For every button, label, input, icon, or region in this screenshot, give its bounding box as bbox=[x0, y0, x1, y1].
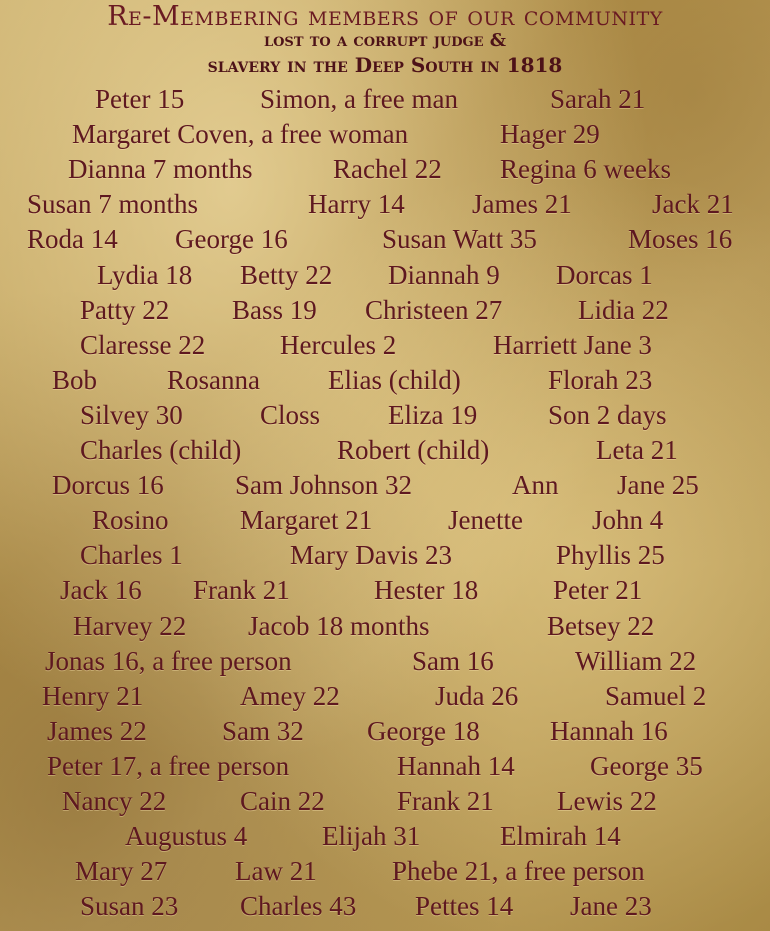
memorial-name: Jane 25 bbox=[617, 470, 699, 500]
memorial-name: George 16 bbox=[175, 224, 288, 254]
memorial-name: Jane 23 bbox=[570, 891, 652, 921]
memorial-name: Peter 17, a free person bbox=[47, 751, 290, 781]
memorial-name: Closs bbox=[260, 400, 321, 430]
memorial-name: Harry 14 bbox=[308, 189, 405, 219]
memorial-name: Margaret 21 bbox=[240, 505, 373, 535]
memorial-name: Law 21 bbox=[235, 856, 317, 886]
memorial-name: Christeen 27 bbox=[365, 295, 503, 325]
memorial-name: Hercules 2 bbox=[280, 330, 397, 360]
memorial-name: Peter 21 bbox=[553, 575, 643, 605]
memorial-name: Jack 16 bbox=[60, 575, 142, 605]
memorial-name: Augustus 4 bbox=[125, 821, 248, 851]
memorial-name: Mary Davis 23 bbox=[290, 540, 452, 570]
memorial-name: Rosino bbox=[92, 505, 169, 535]
memorial-name: Dorcas 1 bbox=[556, 260, 653, 290]
memorial-name: Nancy 22 bbox=[62, 786, 167, 816]
memorial-name: Charles 1 bbox=[80, 540, 183, 570]
memorial-name: Diannah 9 bbox=[388, 260, 500, 290]
memorial-name: Jonas 16, a free person bbox=[45, 646, 292, 676]
memorial-name: Dorcus 16 bbox=[52, 470, 164, 500]
memorial-name: Hester 18 bbox=[374, 575, 479, 605]
memorial-name: Betty 22 bbox=[240, 260, 333, 290]
memorial-name: Moses 16 bbox=[628, 224, 733, 254]
memorial-name: Henry 21 bbox=[42, 681, 144, 711]
memorial-name: Mary 27 bbox=[75, 856, 168, 886]
memorial-name: Charles (child) bbox=[80, 435, 242, 465]
memorial-name: Susan 7 months bbox=[27, 189, 199, 219]
memorial-name: George 35 bbox=[590, 751, 703, 781]
memorial-name: Roda 14 bbox=[27, 224, 118, 254]
memorial-name: Elmirah 14 bbox=[500, 821, 621, 851]
memorial-name: George 18 bbox=[367, 716, 480, 746]
memorial-name: Juda 26 bbox=[435, 681, 519, 711]
memorial-name: James 21 bbox=[472, 189, 572, 219]
memorial-name: Sarah 21 bbox=[550, 84, 646, 114]
memorial-name: Sam Johnson 32 bbox=[235, 470, 413, 500]
memorial-name: Regina 6 weeks bbox=[500, 154, 671, 184]
memorial-name: Silvey 30 bbox=[80, 400, 183, 430]
memorial-name: Frank 21 bbox=[397, 786, 494, 816]
memorial-name: Lydia 18 bbox=[97, 260, 193, 290]
memorial-name: James 22 bbox=[47, 716, 147, 746]
memorial-name: Eliza 19 bbox=[388, 400, 478, 430]
memorial-name: Susan Watt 35 bbox=[382, 224, 537, 254]
plaque-subtitle-line-1: lost to a corrupt judge & bbox=[263, 30, 507, 51]
memorial-name: Jack 21 bbox=[652, 189, 734, 219]
memorial-name: Sam 16 bbox=[412, 646, 494, 676]
memorial-name: Elijah 31 bbox=[322, 821, 421, 851]
memorial-name: Patty 22 bbox=[80, 295, 170, 325]
plaque-subtitle-line-2: slavery in the Deep South in 1818 bbox=[207, 53, 563, 77]
memorial-name: Jacob 18 months bbox=[248, 611, 430, 641]
memorial-name: Phyllis 25 bbox=[556, 540, 665, 570]
memorial-name: Jenette bbox=[448, 505, 523, 535]
memorial-name: Ann bbox=[512, 470, 559, 500]
memorial-name: Robert (child) bbox=[337, 435, 490, 465]
memorial-name: Son 2 days bbox=[548, 400, 667, 430]
memorial-name: Leta 21 bbox=[596, 435, 678, 465]
memorial-name: Harvey 22 bbox=[73, 611, 187, 641]
memorial-name: Claresse 22 bbox=[80, 330, 206, 360]
memorial-name: Hannah 16 bbox=[550, 716, 668, 746]
memorial-name: Bob bbox=[52, 365, 98, 395]
memorial-name: Hager 29 bbox=[500, 119, 600, 149]
memorial-name: Margaret Coven, a free woman bbox=[72, 119, 409, 149]
memorial-name: Frank 21 bbox=[193, 575, 290, 605]
memorial-name: Sam 32 bbox=[222, 716, 304, 746]
memorial-name: Rachel 22 bbox=[333, 154, 442, 184]
memorial-name: Susan 23 bbox=[80, 891, 179, 921]
memorial-name: Hannah 14 bbox=[397, 751, 515, 781]
memorial-name: Lewis 22 bbox=[557, 786, 657, 816]
memorial-name: John 4 bbox=[592, 505, 664, 535]
memorial-name: William 22 bbox=[575, 646, 697, 676]
memorial-name: Simon, a free man bbox=[260, 84, 458, 114]
memorial-name: Florah 23 bbox=[548, 365, 653, 395]
memorial-name: Charles 43 bbox=[240, 891, 357, 921]
plaque-title: Re-Membering members of our community bbox=[107, 1, 663, 32]
memorial-name: Harriett Jane 3 bbox=[493, 330, 652, 360]
memorial-name: Lidia 22 bbox=[578, 295, 669, 325]
memorial-name: Samuel 2 bbox=[605, 681, 707, 711]
memorial-name: Phebe 21, a free person bbox=[392, 856, 645, 886]
memorial-name: Cain 22 bbox=[240, 786, 325, 816]
memorial-name: Pettes 14 bbox=[415, 891, 514, 921]
memorial-name: Elias (child) bbox=[328, 365, 461, 395]
memorial-name: Peter 15 bbox=[95, 84, 185, 114]
memorial-name: Amey 22 bbox=[240, 681, 340, 711]
memorial-name: Rosanna bbox=[167, 365, 260, 395]
memorial-name: Bass 19 bbox=[232, 295, 317, 325]
memorial-name: Betsey 22 bbox=[547, 611, 655, 641]
memorial-name: Dianna 7 months bbox=[68, 154, 253, 184]
